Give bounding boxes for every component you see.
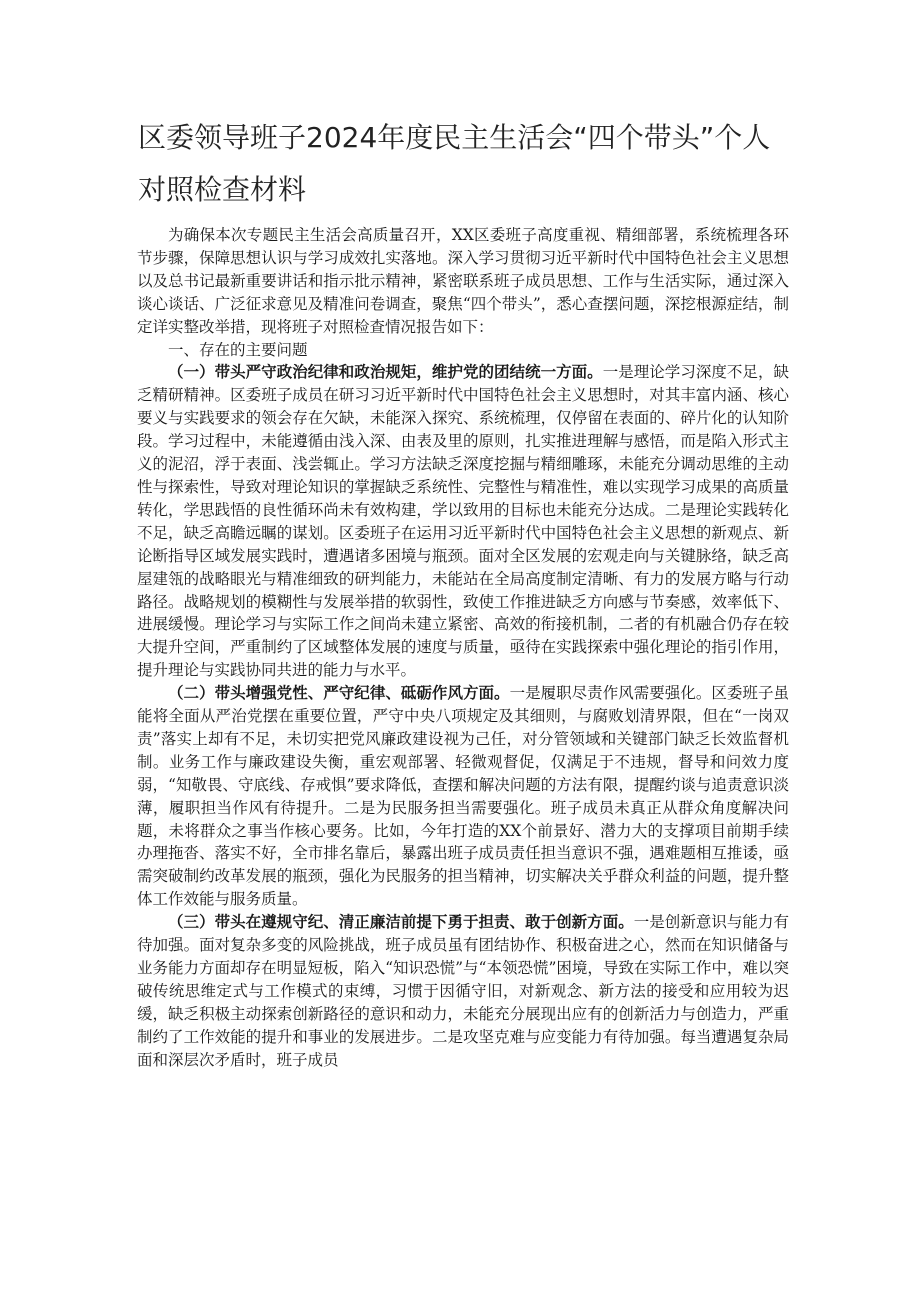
item-text-1: 一是理论学习深度不足，缺乏精研精神。区委班子成员在研习习近平新时代中国特色社会主义思想时，对其丰富内涵、核心要义与实践要求的领会存在欠缺，未能深入探究、系统梳理，仅停留在表面的、碎片化的认知阶段。学习过程中，未能遵循由浅入深、由表及里的原则，扎实推进理解与感悟，而是陷入形式主义的泥沼，浮于表面、浅尝辄止。学习方法缺乏深度挖掘与精细雕琢，未能充分调动思维的主动性与探索性，导致对理论知识的掌握缺乏系统性、完整性与精准性，难以实现学习成果的高质量转化，学思践悟的良性循环尚未有效构建，学以致用的目标也未能充分达成。二是理论实践转化不足，缺乏高瞻远瞩的谋划。区委班子在运用习近平新时代中国特色社会主义思想的新观点、新论断指导区域发展实践时，遭遇诸多困境与瓶颈。面对全区发展的宏观走向与关键脉络，缺乏高屋建瓴的战略眼光与精准细致的研判能力，未能站在全局高度制定清晰、有力的发展方略与行动路径。战略规划的模糊性与发展举措的软弱性，致使工作推进缺乏方向感与节奏感，效率低下、进展缓慢。理论学习与实际工作之间尚未建立紧密、高效的衔接机制，二者的有机融合仍存在较大提升空间，严重制约了区域整体发展的速度与质量，亟待在实践探索中强化理论的指引作用，提升理论与实践协同共进的能力与水平。: [137, 363, 789, 680]
item-paragraph-2: [137, 682, 789, 911]
item-heading-3: （三）带头在遵规守纪、清正廉洁前提下勇于担责、敢于创新方面。: [168, 913, 634, 932]
intro-paragraph: 为确保本次专题民主生活会高质量召开，XX区委班子高度重视、精细部署，系统梳理各环节步骤，保障思想认识与学习成效扎实落地。深入学习贯彻习近平新时代中国特色社会主义思想以及总书记最新重要讲话和指示批示精神，紧密联系班子成员思想、工作与生活实际，通过深入谈心谈话、广泛征求意见及精准问卷调查，聚焦“四个带头”，悉心查摆问题，深挖根源症结，制定详实整改举措，现将班子对照检查情况报告如下：: [137, 226, 789, 336]
item-heading-2: （二）带头增强党性、严守纪律、砥砺作风方面。: [168, 684, 510, 703]
item-text-3: 一是创新意识与能力有待加强。面对复杂多变的风险挑战，班子成员虽有团结协作、积极奋进之心，然而在知识储备与业务能力方面却存在明显短板，陷入“知识恐慌”与“本领恐慌”困境，导致在实际工作中，难以突破传统思维定式与工作模式的束缚，习惯于因循守旧，对新观念、新方法的接受和应用较为迟缓，缺乏积极主动探索创新路径的意识和动力，未能充分展现出应有的创新活力与创造力，严重制约了工作效能的提升和事业的发展进步。二是攻坚克难与应变能力有待加强。每当遭遇复杂局面和深层次矛盾时，班子成员: [137, 913, 789, 1069]
document-title: 区委领导班子2024年度民主生活会“四个带头”个人对照检查材料: [138, 121, 771, 206]
item-text-2: 一是履职尽责作风需要强化。区委班子虽能将全面从严治党摆在重要位置，严守中央八项规定及其细则，与腐败划清界限，但在“一岗双责”落实上却有不足，未切实把党风廉政建设视为己任，对分管领域和关键部门缺乏长效监督机制。业务工作与廉政建设失衡，重宏观部署、轻微观督促，仅满足于不违规，督导和问效力度弱，“知敬畏、守底线、存戒惧”要求降低，查摆和解决问题的方法有限，提醒约谈与追责意识淡薄，履职担当作风有待提升。二是为民服务担当需要强化。班子成员未真正从群众角度解决问题，未将群众之事当作核心要务。比如，今年打造的XX个前景好、潜力大的支撑项目前期手续办理拖沓、落实不好，全市排名靠后，暴露出班子成员责任担当意识不强，遇难题相互推诿，亟需突破制约改革发展的瓶颈，强化为民服务的担当精神，切实解决关乎群众利益的问题，提升整体工作效能与服务质量。: [137, 684, 789, 909]
item-paragraph-3: [137, 911, 789, 1071]
item-heading-1: （一）带头严守政治纪律和政治规矩，维护党的团结统一方面。: [168, 363, 603, 382]
section-heading-problems: 一、存在的主要问题: [168, 340, 308, 359]
document-body: [137, 224, 789, 1072]
item-paragraph-1: [137, 361, 789, 682]
